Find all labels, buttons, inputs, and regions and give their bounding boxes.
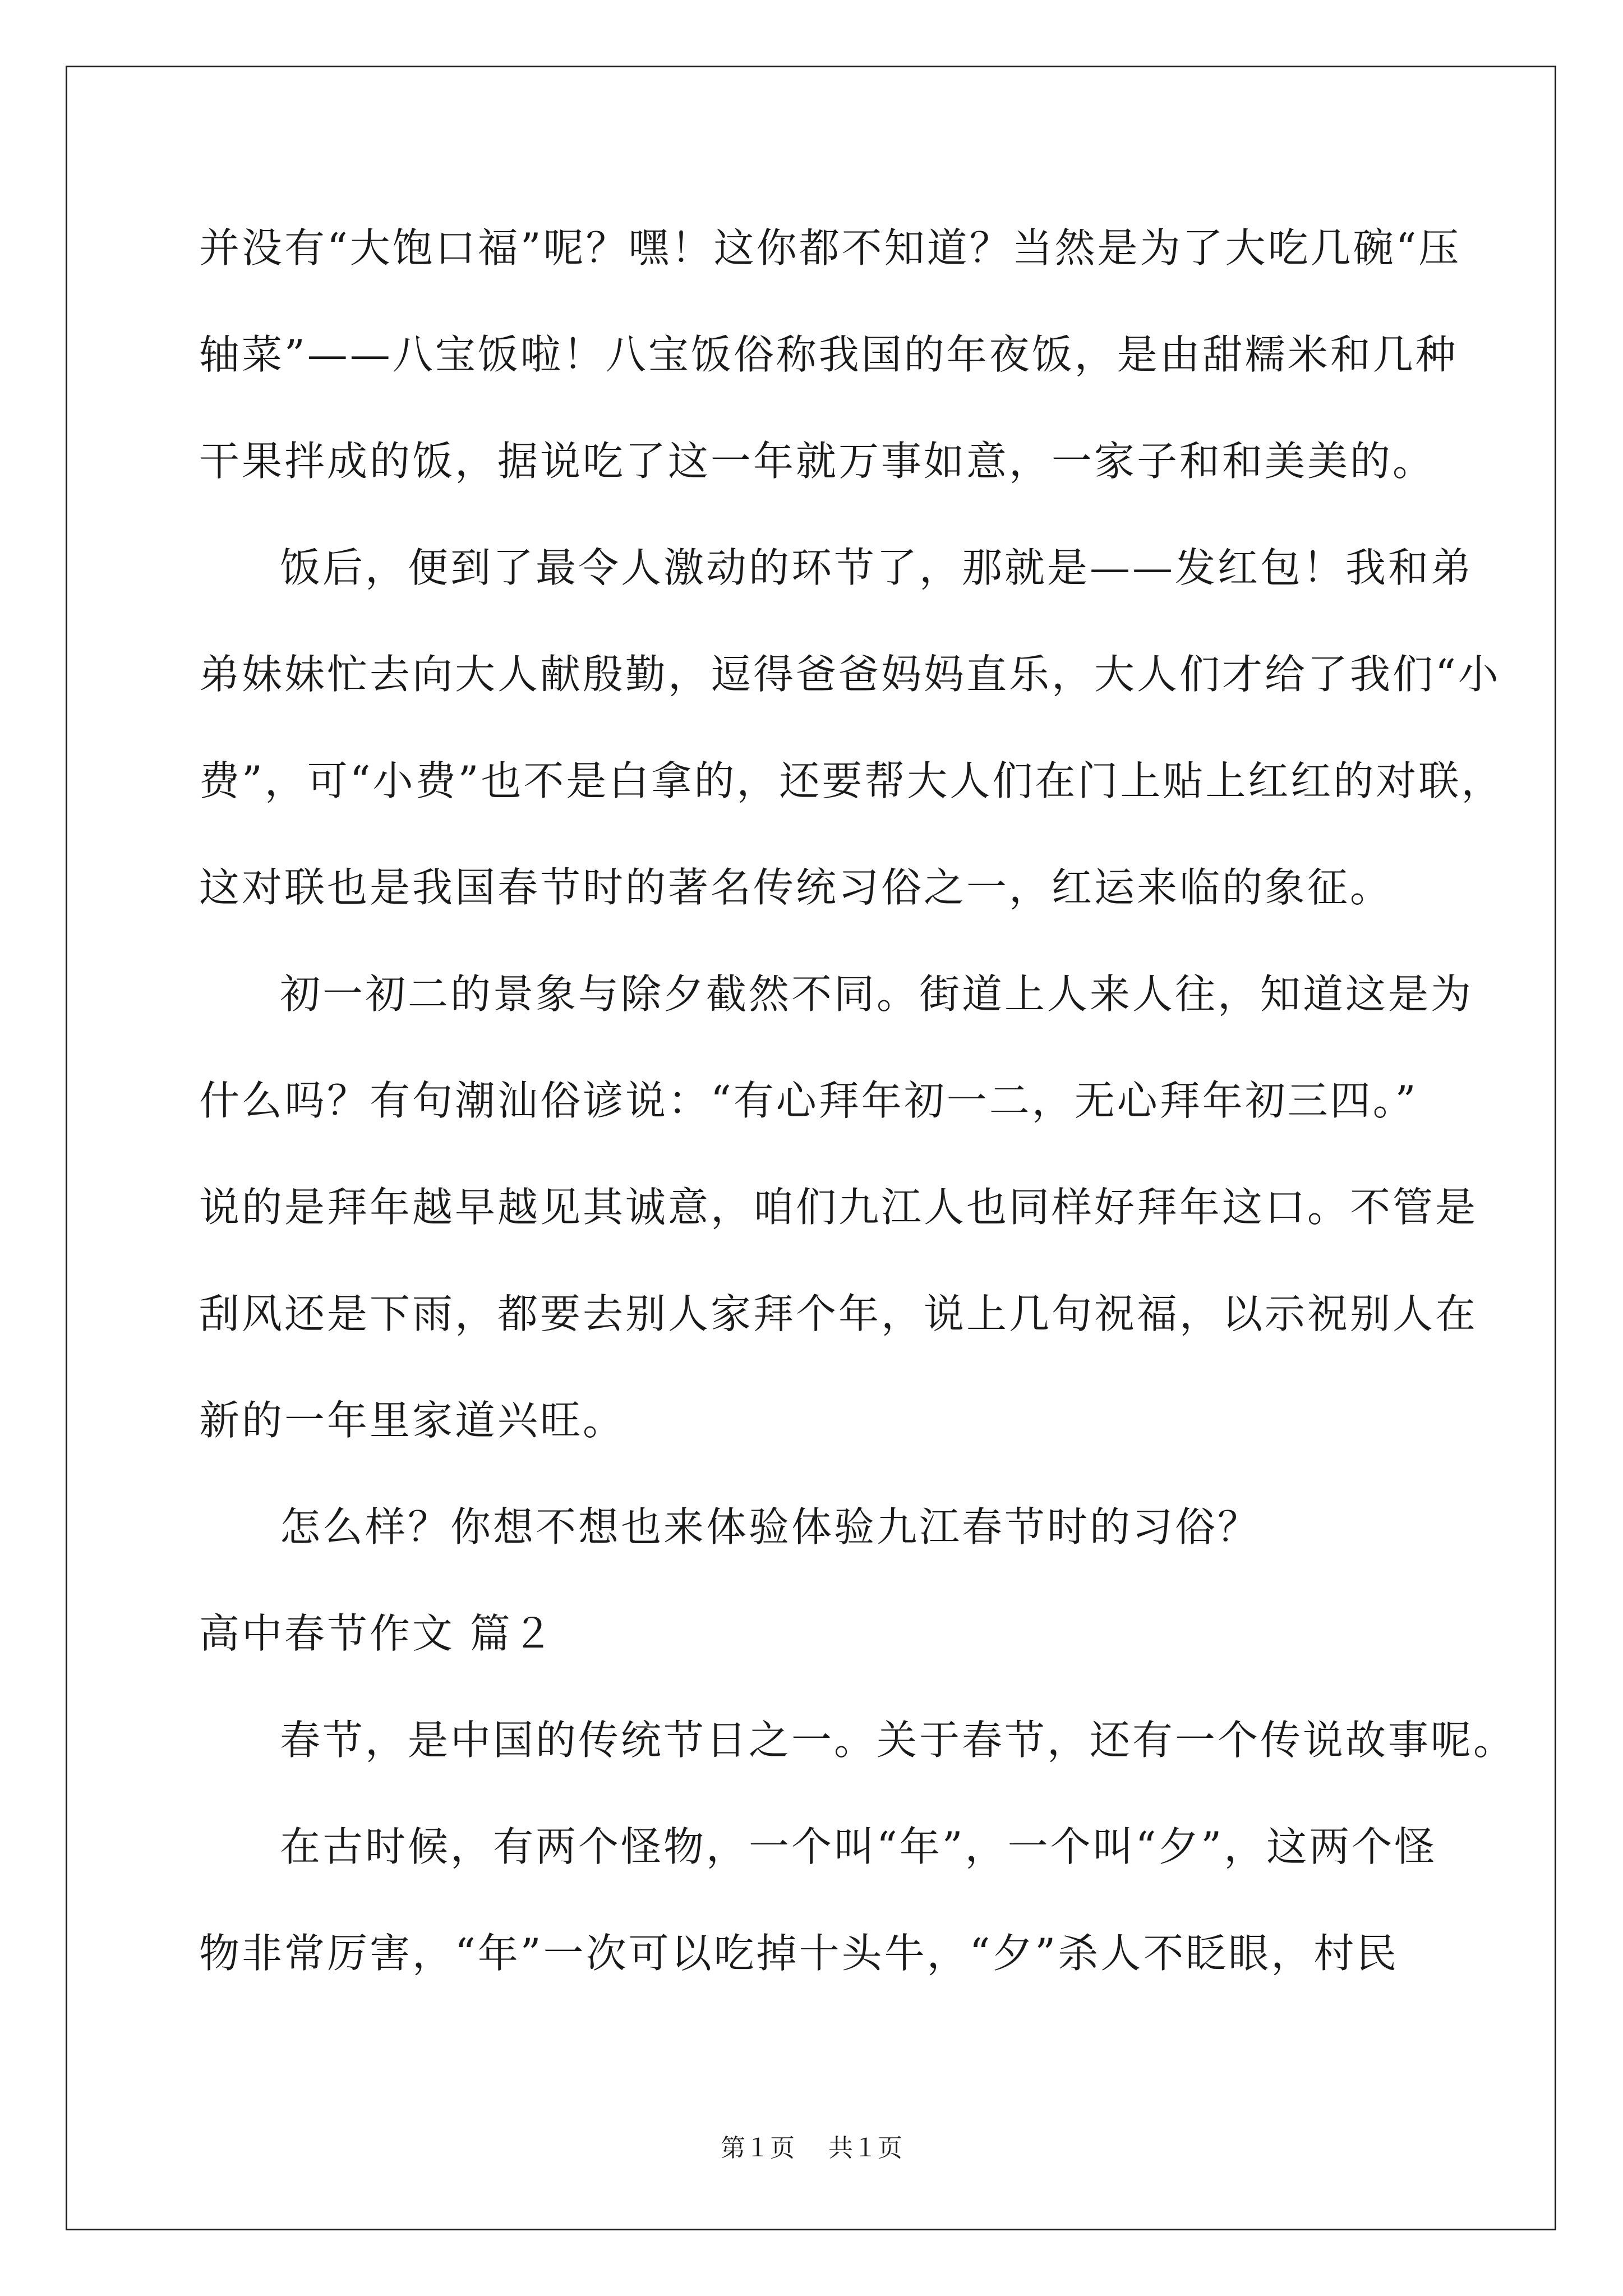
page-number: 第１页: [721, 2134, 795, 2162]
section-heading: 高中春节作文 篇２: [199, 1610, 555, 1657]
paragraph-start-line: 在古时候，有两个怪物，一个叫“年”，一个叫“夕”，这两个怪: [280, 1823, 1437, 1870]
text-line: 说的是拜年越早越见其诚意，咱们九江人也同样好拜年这口。不管是: [199, 1184, 1478, 1231]
text-line: 干果拌成的饭，据说吃了这一年就万事如意，一家子和和美美的。: [199, 438, 1436, 485]
text-line: 这对联也是我国春节时的著名传统习俗之一，红运来临的象征。: [199, 864, 1393, 911]
page-total: 共１页: [828, 2134, 902, 2162]
paragraph-start-line: 饭后，便到了最令人激动的环节了，那就是——发红包！我和弟: [280, 544, 1474, 591]
paragraph-start-line: 初一初二的景象与除夕截然不同。街道上人来人往，知道这是为: [280, 970, 1474, 1018]
text-line: 新的一年里家道兴旺。: [199, 1397, 626, 1444]
text-line: 费”，可“小费”也不是白拿的，还要帮大人们在门上贴上红红的对联，: [199, 757, 1504, 804]
paragraph-start-line: 怎么样？你想不想也来体验体验九江春节时的习俗？: [280, 1503, 1261, 1550]
text-line: 轴菜”——八宝饭啦！八宝饭俗称我国的年夜饭，是由甜糯米和几种: [199, 331, 1458, 378]
page-footer: [0, 2132, 1623, 2165]
text-line: 弟妹妹忙去向大人献殷勤，逗得爸爸妈妈直乐，大人们才给了我们“小: [199, 651, 1501, 698]
text-line: 物非常厉害，“年”一次可以吃掉十头牛，“夕”杀人不眨眼，村民: [199, 1930, 1399, 1977]
text-line: 什么吗？有句潮汕俗谚说：“有心拜年初一二，无心拜年初三四。”: [199, 1077, 1418, 1124]
text-line: 刮风还是下雨，都要去别人家拜个年，说上几句祝福，以示祝别人在: [199, 1290, 1478, 1337]
text-line: 并没有“大饱口福”呢？嘿！这你都不知道？当然是为了大吃几碗“压: [199, 224, 1461, 272]
paragraph-start-line: 春节，是中国的传统节日之一。关于春节，还有一个传说故事呢。: [280, 1717, 1516, 1764]
page-border: [66, 66, 1556, 2230]
